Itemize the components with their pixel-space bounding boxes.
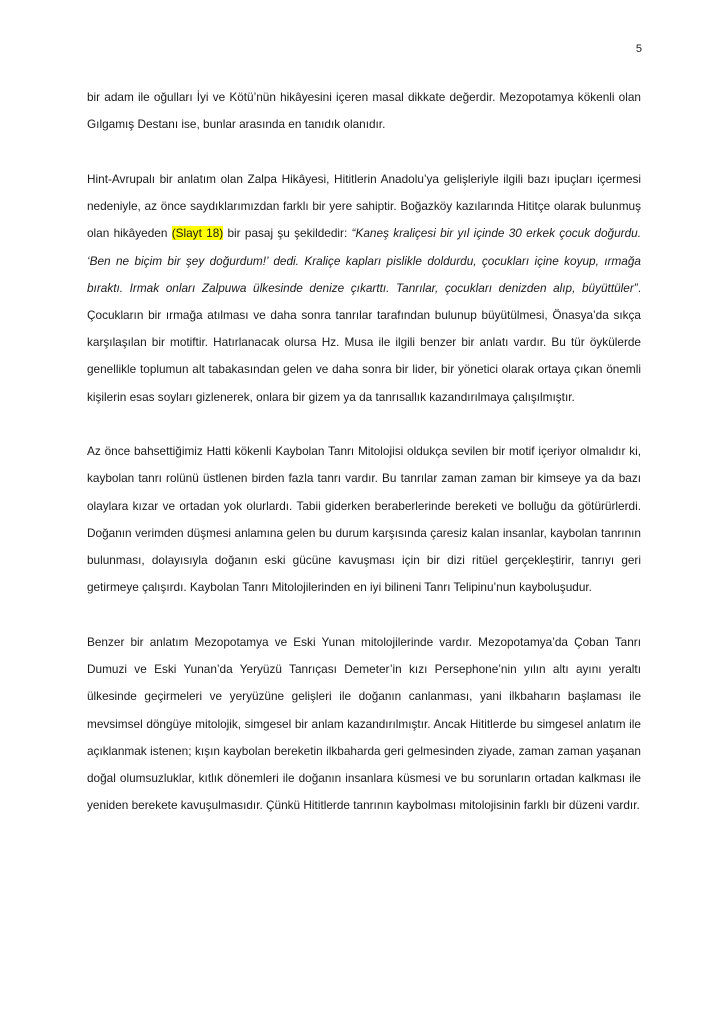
paragraph-4 xyxy=(87,629,641,819)
paragraph-3-text: Az önce bahsettiğimiz Hatti kökenli Kaybolan Tanrı Mitolojisi oldukça sevilen bir motif içeriyor olmalıdır ki, kaybolan tanrı rolünü üstlenen birden fazla tanrı vardır. Bu tanrılar zaman zaman bir kimseye ya da bazı olaylara kızar ve ortadan yok olurlardı. Tabii giderken beraberlerinde bereketi ve bolluğu da götürürlerdi. Doğanın verimden düşmesi anlamına gelen bu durum karşısında çaresiz kalan insanlar, kaybolan tanrının bulunması, dolayısıyla doğanın eski gücüne kavuşması için bir dizi ritüel gerçekleştirir, tanrıyı geri getirmeye çalışırdı. Kaybolan Tanrı Mitolojilerinden en iyi bilineni Tanrı Telipinu’nun kayboluşudur. xyxy=(87,444,641,595)
page-number: 5 xyxy=(635,43,642,55)
paragraph-2 xyxy=(87,166,641,411)
paragraph-1 xyxy=(87,84,641,138)
paragraph-2-intro: Hint-Avrupalı bir anlatım olan Zalpa Hikâyesi, Hititlerin Anadolu’ya gelişleriyle ilgili bazı ipuçları içermesi nedeniyle, az önce saydıklarımızdan farklı bir yere sahiptir. Boğazköy kazılarında Hititçe olarak bulunmuş olan hikâyeden xyxy=(87,171,641,241)
paragraph-3 xyxy=(87,438,641,601)
paragraph-2-conclusion: . Çocukların bir ırmağa atılması ve daha sonra tanrılar tarafından bulunup büyütülmesi, Önasya’da sıkça karşılaşılan bir motiftir. Hatırlanacak olursa Hz. Musa ile ilgili benzer bir anlatı vardır. Bu tür öykülerde genellikle toplumun alt tabakasından gelen ve daha sonra bir lider, bir yönetici olarak ortaya çıkan önemli kişilerin esas soyları gizlenerek, onlara bir gizem ya da tanrısallık kazandırılmaya çalışılmıştır. xyxy=(87,280,641,404)
paragraph-2-lead-in: bir pasaj şu şekildedir: xyxy=(223,226,352,241)
paragraph-4-text: Benzer bir anlatım Mezopotamya ve Eski Yunan mitolojilerinde vardır. Mezopotamya’da Çoban Tanrı Dumuzi ve Eski Yunan’da Yeryüzü Tanrıçası Demeter’in kızı Persephone’nin yılın altı ayını yeraltı ülkesinde geçirmeleri ve yeryüzüne gelişleri ile doğanın canlanması, yani ilkbaharın başlaması ile mevsimsel döngüye mitolojik, simgesel bir anlam kazandırılmıştır. Ancak Hititlerde bu simgesel anlatım ile açıklanmak istenen; kışın kaybolan bereketin ilkbaharda geri gelmesinden ziyade, zaman zaman yaşanan doğal olumsuzluklar, kıtlık dönemleri ile doğanın insanlara küsmesi ve bu sorunların ortadan kalkması ile yeniden berekete kavuşulmasıdır. Çünkü Hititlerde tanrının kaybolması mitolojisinin farklı bir düzeni vardır. xyxy=(87,634,641,813)
slide-reference-highlight: (Slayt 18) xyxy=(171,226,224,241)
document-body xyxy=(87,84,641,847)
paragraph-1-text: bir adam ile oğulları İyi ve Kötü’nün hikâyesini içeren masal dikkate değerdir. Mezopotamya kökenli olan Gılgamış Destanı ise, bunlar arasında en tanıdık olanıdır. xyxy=(87,90,641,132)
zalpa-quote: “Kaneş kraliçesi bir yıl içinde 30 erkek çocuk doğurdu. ‘Ben ne biçim bir şey doğurdum!’ dedi. Kraliçe kapları pislikle doldurdu, çocukları içine koyup, ırmağa bıraktı. Irmak onları Zalpuwa ülkesinde denize çıkarttı. Tanrılar, çocukları denizden alıp, büyüttüler” xyxy=(87,226,641,295)
